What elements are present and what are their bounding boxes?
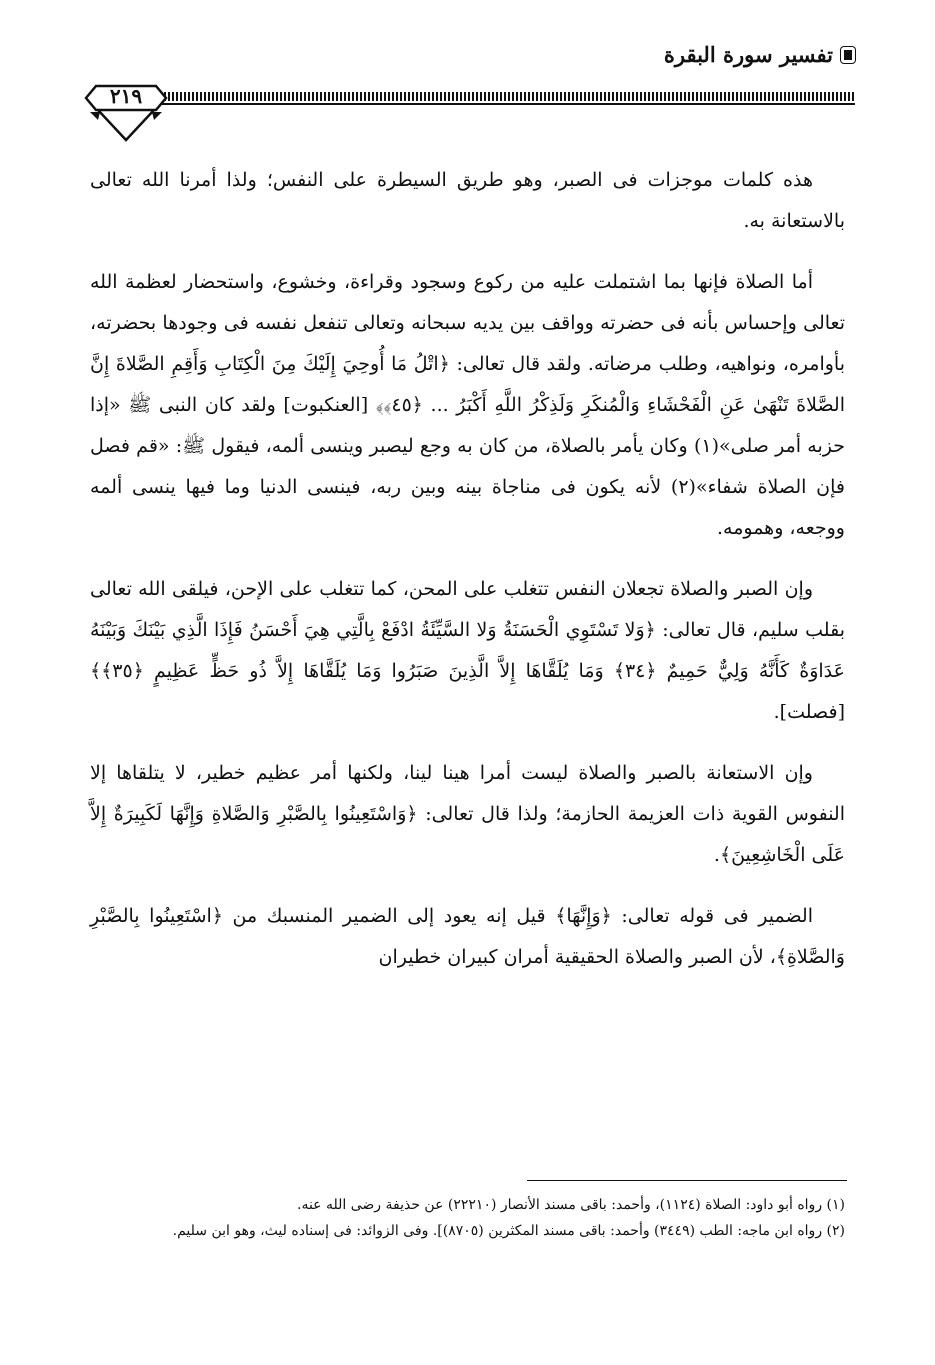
running-title xyxy=(664,42,855,67)
footnote: (٢) رواه ابن ماجه: الطب (٣٤٤٩) وأحمد: باقى مسند المكثرين (٨٧٠٥)]. وفى الزوائد: فى إسناده ليث، وهو ابن سليم. xyxy=(172,1223,845,1239)
header-rule xyxy=(160,92,855,101)
running-title-text: تفسير سورة البقرة xyxy=(663,42,833,67)
header-ornament-icon xyxy=(841,47,855,63)
footnotes xyxy=(90,1192,845,1244)
page-number-badge xyxy=(84,76,168,144)
main-text xyxy=(90,160,845,998)
paragraph: الضمير فى قوله تعالى: ﴿وَإِنَّهَا﴾ قيل إنه يعود إلى الضمير المنسبك من ﴿اسْتَعِينُوا بِالصَّبْرِ وَالصَّلاةِ﴾، لأن الصبر والصلاة الحقيقية أمران كبيران خطيران xyxy=(90,905,845,968)
paragraph: وإن الاستعانة بالصبر والصلاة ليست أمرا هينا لينا، ولكنها أمر عظيم خطير، لا يتلقاها إلا النفوس القوية ذات العزيمة الحازمة؛ ولذا قال تعالى: ﴿وَاسْتَعِينُوا بِالصَّبْرِ وَالصَّلاةِ وَإِنَّهَا لَكَبِيرَةٌ إِلاَّ عَلَى الْخَاشِعِينَ﴾. xyxy=(90,762,845,866)
paragraph: وإن الصبر والصلاة تجعلان النفس تتغلب على المحن، كما تتغلب على الإحن، فيلقى الله تعالى بقلب سليم، قال تعالى: ﴿وَلا تَسْتَوِي الْحَسَنَةُ وَلا السَّيِّئَةُ ادْفَعْ بِالَّتِي هِيَ أَحْسَنُ فَإِذَا الَّذِي بَيْنَكَ وَبَيْنَهُ عَدَاوَةٌ كَأَنَّهُ وَلِيٌّ حَمِيمٌ ﴿٣٤﴾ وَمَا يُلَقَّاهَا إِلاَّ الَّذِينَ صَبَرُوا وَمَا يُلَقَّاهَا إِلاَّ ذُو حَظٍّ عَظِيمٍ ﴿٣٥﴾﴾ [فصلت]. xyxy=(90,578,845,723)
footnote: (١) رواه أبو داود: الصلاة (١١٢٤)، وأحمد: باقى مسند الأنصار (٢٢٢١٠) عن حذيفة رضى الله عنه. xyxy=(297,1197,845,1213)
page-number: ٢١٩ xyxy=(109,84,143,108)
paragraph: هذه كلمات موجزات فى الصبر، وهو طريق السيطرة على النفس؛ ولذا أمرنا الله تعالى بالاستعانة به. xyxy=(90,169,845,232)
page-header xyxy=(80,40,855,150)
paragraph: أما الصلاة فإنها بما اشتملت عليه من ركوع وسجود وقراءة، وخشوع، واستحضار لعظمة الله تعالى وإحساس بأنه فى حضرته وواقف بين يديه سبحانه وتعالى تنفعل نفسه فى وجودها بحضرته، بأوامره، ونواهيه، وطلب مرضاته. ولقد قال تعالى: ﴿اتْلُ مَا أُوحِيَ إِلَيْكَ مِنَ الْكِتَابِ وَأَقِمِ الصَّلاةَ إِنَّ الصَّلاةَ تَنْهَىٰ عَنِ الْفَحْشَاءِ وَالْمُنكَرِ وَلَذِكْرُ اللَّهِ أَكْبَرُ ... ﴿٤٥﴾﴾ [العنكبوت] ولقد كان النبى ﷺ «إذا حزبه أمر صلى»(١) وكان يأمر بالصلاة، من كان به وجع ليصبر وينسى ألمه، فيقول ﷺ: «قم فصل فإن الصلاة شفاء»(٢) لأنه يكون فى مناجاة بينه وبين ربه، فينسى الدنيا وما فيها ينسى ألمه ووجعه، وهمومه. xyxy=(90,271,846,539)
footnote-separator xyxy=(527,1180,847,1181)
